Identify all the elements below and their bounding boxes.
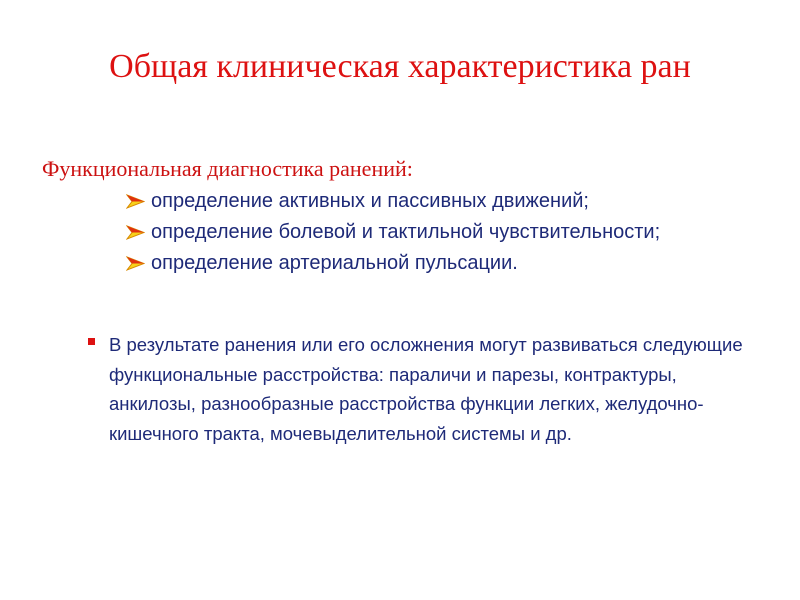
list-item xyxy=(126,248,660,279)
list-item-text: определение артериальной пульсации. xyxy=(151,252,518,274)
list-item xyxy=(126,186,660,217)
arrowhead-bullet-icon xyxy=(126,194,145,209)
list-item-text: определение активных и пассивных движений; xyxy=(151,190,589,212)
consequences-paragraph xyxy=(84,330,764,448)
list-item xyxy=(126,217,660,248)
paragraph-text: В результате ранения или его осложнения могут развиваться следующие функциональные расстройства: параличи и парезы, контрактуры, анкилозы, разнообразные расстройства функции легких, желудочно-кишечного тракта, мочевыделительной системы и др. xyxy=(109,334,743,444)
slide-title: Общая клиническая характеристика ран xyxy=(109,48,691,85)
section-subtitle: Функциональная диагностика ранений: xyxy=(42,156,413,181)
arrowhead-bullet-icon xyxy=(126,225,145,240)
list-item-text: определение болевой и тактильной чувствительности; xyxy=(151,221,661,243)
arrowhead-bullet-icon xyxy=(126,256,145,271)
square-bullet-icon xyxy=(88,338,95,345)
diagnostics-list xyxy=(126,186,660,279)
